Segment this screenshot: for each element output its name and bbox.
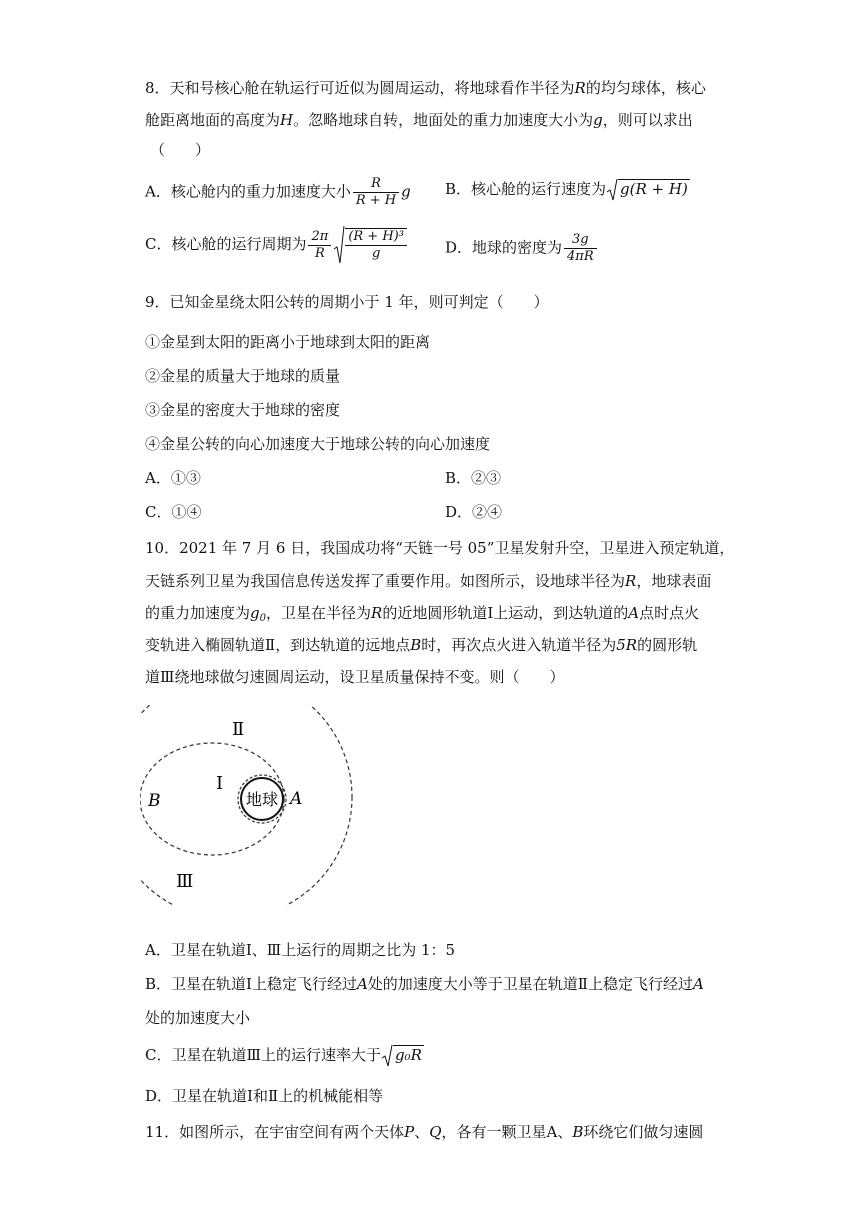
label-iii: Ⅲ — [176, 871, 194, 892]
q8-option-b-sqrt: g(R + H) — [606, 178, 690, 202]
q9-stem: 9．已知金星绕太阳公转的周期小于 1 年，则可判定（ ） — [145, 293, 549, 311]
q10-option-b-line-2: 处的加速度大小 — [145, 1009, 251, 1027]
q10-line-4: 变轨进入椭圆轨道Ⅱ，到达轨道的远地点B时，再次点火进入轨道半径为5R的圆形轨 — [145, 636, 698, 654]
q8-option-c-sqrt: $\frac{\text{(R + H)³}}{g}$ — [333, 225, 407, 265]
q10-option-c-sqrt: g₀R — [381, 1044, 424, 1068]
orbit-diagram — [140, 705, 370, 905]
q10-option-c: C．卫星在轨道Ⅲ上的运行速率大于 g₀R — [145, 1044, 424, 1068]
q9-option-b: B．②③ — [445, 469, 502, 487]
label-ii: Ⅱ — [232, 719, 245, 740]
q8-paren: （ ） — [150, 141, 211, 159]
q9-statement-1: ①金星到太阳的距离小于地球到太阳的距离 — [145, 333, 431, 351]
q9-option-c: C．①④ — [145, 503, 202, 521]
q10-line-5: 道Ⅲ绕地球做匀速圆周运动，设卫星质量保持不变。则（ ） — [145, 668, 565, 686]
label-b: B — [148, 791, 161, 811]
q8-line-1: 8．天和号核心舱在轨运行可近似为圆周运动，将地球看作半径为R的均匀球体，核心 — [145, 79, 706, 97]
q8-option-d: D．地球的密度为 $\frac{3g}{4\pi R}$ — [445, 232, 599, 265]
q9-statement-2: ②金星的质量大于地球的质量 — [145, 367, 341, 385]
q8-option-a-fraction: $\frac{R}{R + H}$ — [353, 176, 399, 209]
q10-line-1: 10．2021 年 7 月 6 日，我国成功将“天链一号 05”卫星发射升空，卫星进入预定轨道， — [145, 539, 735, 557]
q9-statement-3: ③金星的密度大于地球的密度 — [145, 401, 341, 419]
q10-option-a: A．卫星在轨道Ⅰ、Ⅲ上运行的周期之比为 1：5 — [145, 941, 456, 959]
q9-option-a: A．①③ — [145, 469, 201, 487]
earth-label: 地球 — [245, 790, 279, 809]
q8-option-a: A．核心舱内的重力加速度大小 $\frac{R}{R + H}$ g — [145, 176, 411, 208]
q11-line-1: 11．如图所示，在宇宙空间有两个天体P、Q，各有一颗卫星A、B环绕它们做匀速圆 — [145, 1123, 704, 1141]
q9-option-d: D．②④ — [445, 503, 503, 521]
label-a: A — [290, 789, 303, 809]
q8-option-c: C．核心舱的运行周期为 $\frac{2\pi}{R}$ $\frac{\text{(R + H)³}}{g}$ — [145, 225, 407, 265]
q9-statement-4: ④金星公转的向心加速度大于地球公转的向心加速度 — [145, 435, 491, 453]
q10-line-2: 天链系列卫星为我国信息传送发挥了重要作用。如图所示，设地球半径为R，地球表面 — [145, 572, 712, 590]
q8-line-2: 舱距离地面的高度为H。忽略地球自转，地面处的重力加速度大小为g，则可以求出 — [145, 111, 693, 129]
q10-line-3: 的重力加速度为$g_0$，卫星在半径为R的近地圆形轨道Ⅰ上运动，到达轨道的A点时点火 — [145, 604, 700, 624]
q10-option-d: D．卫星在轨道Ⅰ和Ⅱ上的机械能相等 — [145, 1087, 384, 1105]
q8-option-b: B．核心舱的运行速度为 g(R + H) — [445, 178, 690, 202]
label-i: Ⅰ — [216, 773, 224, 794]
q10-option-b-line-1: B．卫星在轨道Ⅰ上稳定飞行经过A处的加速度大小等于卫星在轨道Ⅱ上稳定飞行经过A — [145, 975, 704, 993]
